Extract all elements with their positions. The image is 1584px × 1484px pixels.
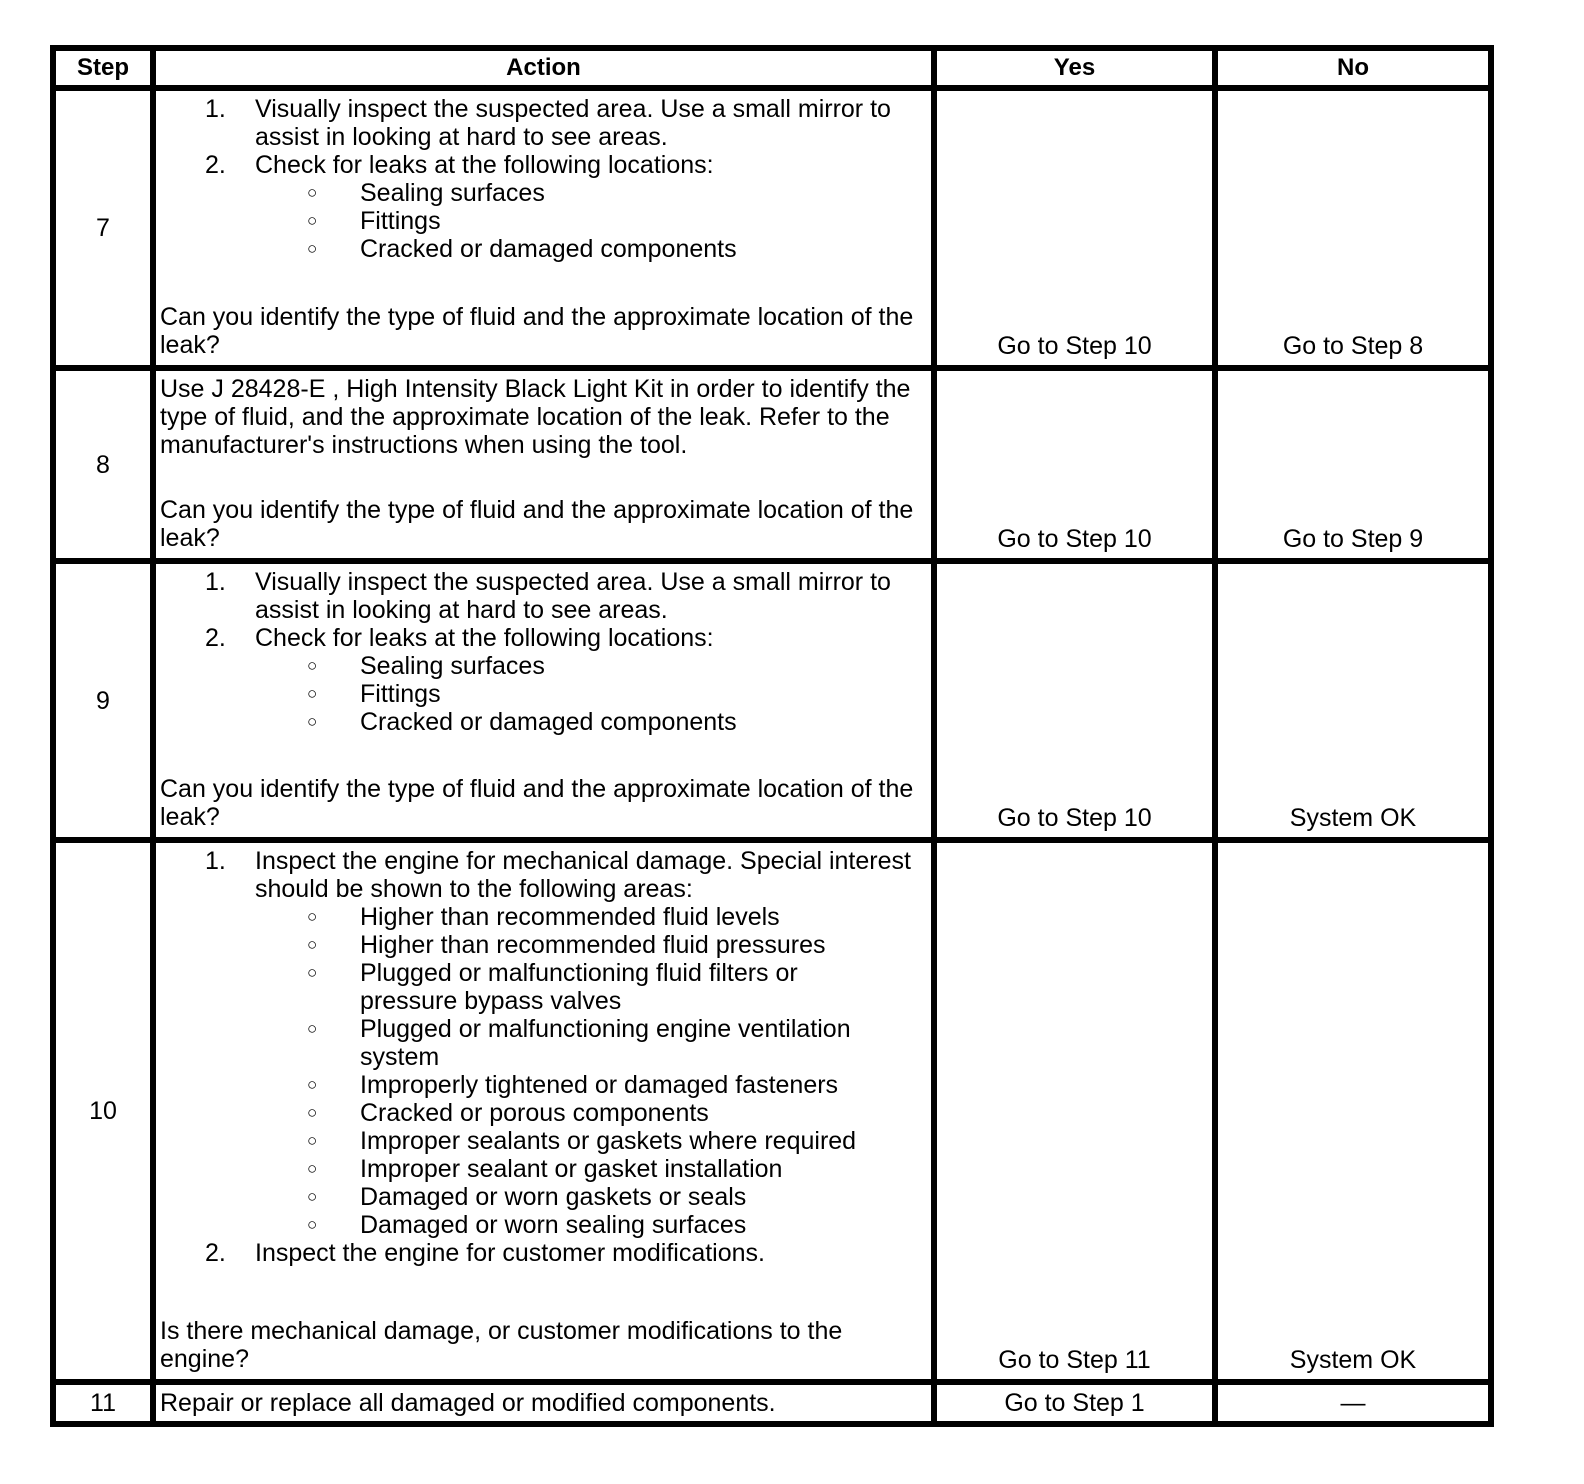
bullet-text: Sealing surfaces [360,179,545,207]
action-content [160,568,925,831]
bullet-item [255,1183,925,1211]
table-row-step-7 [53,88,1491,368]
column-header-no: No [1215,48,1491,88]
list-number: 1. [205,847,226,875]
yes-cell: Go to Step 1 [934,1382,1215,1424]
table-row-step-9 [53,561,1491,840]
action-content [160,375,925,552]
no-cell: — [1215,1382,1491,1424]
step-number: 10 [53,840,153,1382]
table-row-step-11 [53,1382,1491,1424]
step-number: 8 [53,368,153,561]
bullet-item [255,652,925,680]
bullet-text: Higher than recommended fluid levels [360,903,780,931]
numbered-item [160,1239,925,1267]
column-header-action: Action [153,48,934,88]
bullet-text: Improperly tightened or damaged fasteners [360,1071,839,1099]
table-row-step-10 [53,840,1491,1382]
action-cell [153,561,934,840]
bullet-text: Plugged or malfunctioning engine ventilation system [360,1015,851,1071]
circle-bullet-icon: ○ [307,935,318,954]
question-text: Is there mechanical damage, or customer modifications to the engine? [160,1317,843,1373]
circle-bullet-icon: ○ [307,963,318,982]
bullet-item [255,931,925,959]
list-item-text: Inspect the engine for mechanical damage. Special interest should be shown to the following areas: [255,847,911,903]
action-cell [153,1382,934,1424]
question-text: Can you identify the type of fluid and the approximate location of the leak? [160,496,914,552]
circle-bullet-icon: ○ [307,1019,318,1038]
circle-bullet-icon: ○ [307,1131,318,1150]
question-text: Can you identify the type of fluid and the approximate location of the leak? [160,303,914,359]
bullet-item [255,1099,925,1127]
action-paragraph: Repair or replace all damaged or modified components. [160,1389,776,1417]
action-cell [153,88,934,368]
list-item-text: Visually inspect the suspected area. Use a small mirror to assist in looking at hard to see areas. [255,568,891,624]
action-paragraph: Use J 28428-E , High Intensity Black Light Kit in order to identify the type of fluid, and the approximate location of the leak. Refer to the manufacturer's instructions when using the tool. [160,375,911,459]
action-cell [153,840,934,1382]
circle-bullet-icon: ○ [307,211,318,230]
diagnostic-steps-table [50,45,1494,1427]
circle-bullet-icon: ○ [307,1103,318,1122]
numbered-item [160,568,925,624]
bullet-text: Cracked or damaged components [360,235,737,263]
list-item-body [255,624,925,736]
circle-bullet-icon: ○ [307,1159,318,1178]
bullet-item [255,708,925,736]
list-item-body [255,847,925,1239]
numbered-item [160,847,925,1239]
circle-bullet-icon: ○ [307,907,318,926]
list-item-text: Inspect the engine for customer modifications. [255,1239,765,1267]
table-row-step-8 [53,368,1491,561]
circle-bullet-icon: ○ [307,712,318,731]
bullet-text: Fittings [360,680,441,708]
header-row [53,48,1491,88]
bullet-text: Cracked or damaged components [360,708,737,736]
list-item-text: Visually inspect the suspected area. Use a small mirror to assist in looking at hard to see areas. [255,95,891,151]
list-number: 2. [205,1239,226,1267]
bullet-item [255,1155,925,1183]
numbered-item [160,151,925,263]
column-header-step: Step [53,48,153,88]
circle-bullet-icon: ○ [307,656,318,675]
yes-cell: Go to Step 11 [934,840,1215,1382]
step-number: 9 [53,561,153,840]
bullet-item [255,680,925,708]
numbered-item [160,624,925,736]
circle-bullet-icon: ○ [307,1187,318,1206]
no-cell: Go to Step 8 [1215,88,1491,368]
list-item-text: Check for leaks at the following locations: [255,624,714,652]
yes-cell: Go to Step 10 [934,368,1215,561]
bullet-text: Cracked or porous components [360,1099,709,1127]
yes-cell: Go to Step 10 [934,88,1215,368]
numbered-item [160,95,925,151]
bullet-item [255,179,925,207]
bullet-item [255,1127,925,1155]
bullet-item [255,207,925,235]
circle-bullet-icon: ○ [307,684,318,703]
step-number: 11 [53,1382,153,1424]
list-number: 1. [205,95,226,123]
bullet-item [255,235,925,263]
bullet-text: Damaged or worn gaskets or seals [360,1183,747,1211]
list-number: 2. [205,624,226,652]
no-cell: System OK [1215,561,1491,840]
bullet-item [255,903,925,931]
bullet-item [255,1015,925,1071]
action-content [160,847,925,1373]
bullet-text: Improper sealant or gasket installation [360,1155,783,1183]
circle-bullet-icon: ○ [307,183,318,202]
list-item-body [255,151,925,263]
bullet-text: Improper sealants or gaskets where required [360,1127,857,1155]
bullet-item [255,1071,925,1099]
yes-cell: Go to Step 10 [934,561,1215,840]
bullet-text: Fittings [360,207,441,235]
question-text: Can you identify the type of fluid and the approximate location of the leak? [160,775,914,831]
list-number: 1. [205,568,226,596]
action-cell [153,368,934,561]
bullet-text: Plugged or malfunctioning fluid filters or pressure bypass valves [360,959,798,1015]
list-number: 2. [205,151,226,179]
circle-bullet-icon: ○ [307,1215,318,1234]
circle-bullet-icon: ○ [307,239,318,258]
bullet-item [255,1211,925,1239]
no-cell: System OK [1215,840,1491,1382]
bullet-item [255,959,925,1015]
column-header-yes: Yes [934,48,1215,88]
circle-bullet-icon: ○ [307,1075,318,1094]
bullet-text: Damaged or worn sealing surfaces [360,1211,747,1239]
action-content [160,95,925,359]
step-number: 7 [53,88,153,368]
bullet-text: Higher than recommended fluid pressures [360,931,826,959]
table-header [53,48,1491,88]
bullet-text: Sealing surfaces [360,652,545,680]
no-cell: Go to Step 9 [1215,368,1491,561]
list-item-text: Check for leaks at the following locations: [255,151,714,179]
